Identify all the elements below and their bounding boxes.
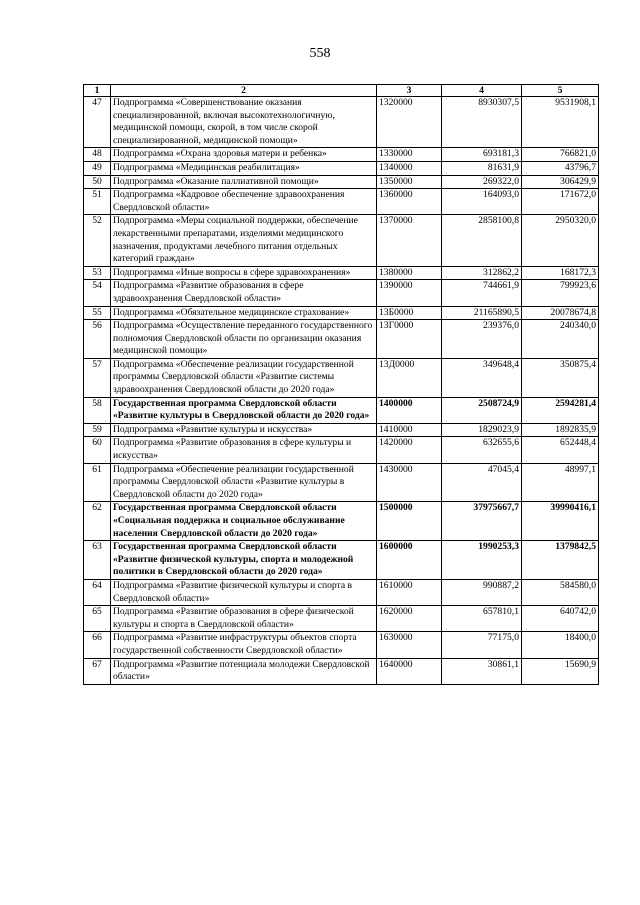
amount-col4-cell: 2508724,9 bbox=[442, 397, 522, 423]
program-name-cell: Подпрограмма «Медицинская реабилитация» bbox=[111, 161, 377, 175]
table-row bbox=[84, 397, 599, 423]
table-row bbox=[84, 189, 599, 215]
page-number: 558 bbox=[309, 46, 331, 61]
column-header: 1 bbox=[84, 85, 111, 97]
table-row bbox=[84, 161, 599, 175]
program-name-cell: Подпрограмма «Обязательное медицинское страхование» bbox=[111, 306, 377, 320]
budget-table bbox=[83, 84, 599, 685]
amount-col4-cell: 744661,9 bbox=[442, 280, 522, 306]
row-number-cell: 63 bbox=[84, 541, 111, 580]
amount-col5-cell: 766821,0 bbox=[522, 148, 599, 162]
amount-col5-cell: 350875,4 bbox=[522, 358, 599, 397]
program-name-cell: Подпрограмма «Развитие инфраструктуры объектов спорта государственной собственности Свердловской области» bbox=[111, 632, 377, 658]
row-number-cell: 62 bbox=[84, 502, 111, 541]
table-row bbox=[84, 215, 599, 266]
program-name-cell: Подпрограмма «Оказание паллиативной помощи» bbox=[111, 175, 377, 189]
amount-col4-cell: 47045,4 bbox=[442, 463, 522, 502]
amount-col5-cell: 168172,3 bbox=[522, 266, 599, 280]
program-code-cell: 13Г0000 bbox=[377, 320, 442, 359]
program-name-cell: Подпрограмма «Развитие культуры и искусства» bbox=[111, 423, 377, 437]
table-row bbox=[84, 306, 599, 320]
program-code-cell: 1600000 bbox=[377, 541, 442, 580]
amount-col5-cell: 306429,9 bbox=[522, 175, 599, 189]
program-code-cell: 1320000 bbox=[377, 97, 442, 148]
program-name-cell: Государственная программа Свердловской области «Развитие физической культуры, спорта и молодежной политики в Свердловской области до 2020 года» bbox=[111, 541, 377, 580]
amount-col5-cell: 2594281,4 bbox=[522, 397, 599, 423]
row-number-cell: 49 bbox=[84, 161, 111, 175]
program-code-cell: 1640000 bbox=[377, 658, 442, 684]
column-header: 5 bbox=[522, 85, 599, 97]
program-code-cell: 1360000 bbox=[377, 189, 442, 215]
amount-col4-cell: 1990253,3 bbox=[442, 541, 522, 580]
program-name-cell: Подпрограмма «Развитие образования в сфере здравоохранения Свердловской области» bbox=[111, 280, 377, 306]
amount-col4-cell: 239376,0 bbox=[442, 320, 522, 359]
program-code-cell: 1370000 bbox=[377, 215, 442, 266]
row-number-cell: 56 bbox=[84, 320, 111, 359]
table-row bbox=[84, 266, 599, 280]
program-code-cell: 1390000 bbox=[377, 280, 442, 306]
amount-col5-cell: 240340,0 bbox=[522, 320, 599, 359]
row-number-cell: 50 bbox=[84, 175, 111, 189]
program-name-cell: Подпрограмма «Совершенствование оказания специализированной, включая высокотехнологичную, медицинской помощи, скорой, в том числе скорой специализированной, медицинской помощи» bbox=[111, 97, 377, 148]
table-row bbox=[84, 320, 599, 359]
program-name-cell: Государственная программа Свердловской области «Социальная поддержка и социальное обслуживание населения Свердловской области до 2020 года» bbox=[111, 502, 377, 541]
program-code-cell: 1330000 bbox=[377, 148, 442, 162]
program-code-cell: 1420000 bbox=[377, 437, 442, 463]
table-row bbox=[84, 280, 599, 306]
row-number-cell: 51 bbox=[84, 189, 111, 215]
amount-col4-cell: 990887,2 bbox=[442, 579, 522, 605]
program-name-cell: Подпрограмма «Меры социальной поддержки, обеспечение лекарственными препаратами, изделиями медицинского назначения, продуктами лечебного питания отдельных категорий граждан» bbox=[111, 215, 377, 266]
amount-col5-cell: 20078674,8 bbox=[522, 306, 599, 320]
amount-col4-cell: 657810,1 bbox=[442, 606, 522, 632]
table-header-row bbox=[84, 85, 599, 97]
program-code-cell: 1610000 bbox=[377, 579, 442, 605]
amount-col4-cell: 312862,2 bbox=[442, 266, 522, 280]
program-name-cell: Подпрограмма «Охрана здоровья матери и ребенка» bbox=[111, 148, 377, 162]
amount-col4-cell: 81631,9 bbox=[442, 161, 522, 175]
table-row bbox=[84, 632, 599, 658]
program-code-cell: 1400000 bbox=[377, 397, 442, 423]
table-row bbox=[84, 658, 599, 684]
column-header: 3 bbox=[377, 85, 442, 97]
row-number-cell: 67 bbox=[84, 658, 111, 684]
table-row bbox=[84, 606, 599, 632]
amount-col5-cell: 652448,4 bbox=[522, 437, 599, 463]
amount-col5-cell: 48997,1 bbox=[522, 463, 599, 502]
program-code-cell: 1380000 bbox=[377, 266, 442, 280]
program-name-cell: Подпрограмма «Кадровое обеспечение здравоохранения Свердловской области» bbox=[111, 189, 377, 215]
amount-col4-cell: 30861,1 bbox=[442, 658, 522, 684]
row-number-cell: 58 bbox=[84, 397, 111, 423]
amount-col4-cell: 2858100,8 bbox=[442, 215, 522, 266]
program-code-cell: 1350000 bbox=[377, 175, 442, 189]
amount-col4-cell: 21165890,5 bbox=[442, 306, 522, 320]
table-row bbox=[84, 579, 599, 605]
program-code-cell: 1500000 bbox=[377, 502, 442, 541]
program-name-cell: Подпрограмма «Развитие потенциала молодежи Свердловской области» bbox=[111, 658, 377, 684]
table-row bbox=[84, 358, 599, 397]
amount-col5-cell: 18400,0 bbox=[522, 632, 599, 658]
amount-col4-cell: 269322,0 bbox=[442, 175, 522, 189]
column-header: 2 bbox=[111, 85, 377, 97]
amount-col4-cell: 693181,3 bbox=[442, 148, 522, 162]
amount-col5-cell: 2950320,0 bbox=[522, 215, 599, 266]
amount-col5-cell: 171672,0 bbox=[522, 189, 599, 215]
amount-col5-cell: 15690,9 bbox=[522, 658, 599, 684]
row-number-cell: 54 bbox=[84, 280, 111, 306]
program-name-cell: Подпрограмма «Развитие образования в сфере физической культуры и спорта в Свердловской области» bbox=[111, 606, 377, 632]
table-row bbox=[84, 423, 599, 437]
row-number-cell: 59 bbox=[84, 423, 111, 437]
amount-col5-cell: 1379842,5 bbox=[522, 541, 599, 580]
program-name-cell: Подпрограмма «Иные вопросы в сфере здравоохранения» bbox=[111, 266, 377, 280]
program-name-cell: Государственная программа Свердловской области «Развитие культуры в Свердловской области до 2020 года» bbox=[111, 397, 377, 423]
program-code-cell: 1410000 bbox=[377, 423, 442, 437]
table-row bbox=[84, 97, 599, 148]
amount-col5-cell: 640742,0 bbox=[522, 606, 599, 632]
row-number-cell: 53 bbox=[84, 266, 111, 280]
program-code-cell: 1620000 bbox=[377, 606, 442, 632]
program-code-cell: 1630000 bbox=[377, 632, 442, 658]
table-row bbox=[84, 175, 599, 189]
amount-col5-cell: 43796,7 bbox=[522, 161, 599, 175]
amount-col5-cell: 1892835,9 bbox=[522, 423, 599, 437]
program-name-cell: Подпрограмма «Развитие физической культуры и спорта в Свердловской области» bbox=[111, 579, 377, 605]
row-number-cell: 65 bbox=[84, 606, 111, 632]
amount-col5-cell: 39990416,1 bbox=[522, 502, 599, 541]
program-code-cell: 1430000 bbox=[377, 463, 442, 502]
column-header: 4 bbox=[442, 85, 522, 97]
amount-col4-cell: 1829023,9 bbox=[442, 423, 522, 437]
program-name-cell: Подпрограмма «Обеспечение реализации государственной программы Свердловской области «Развитие системы здравоохранения Свердловской области до 2020 года» bbox=[111, 358, 377, 397]
row-number-cell: 60 bbox=[84, 437, 111, 463]
table-row bbox=[84, 463, 599, 502]
table-row bbox=[84, 148, 599, 162]
row-number-cell: 66 bbox=[84, 632, 111, 658]
program-code-cell: 1340000 bbox=[377, 161, 442, 175]
amount-col4-cell: 349648,4 bbox=[442, 358, 522, 397]
program-code-cell: 13Д0000 bbox=[377, 358, 442, 397]
table-row bbox=[84, 541, 599, 580]
amount-col5-cell: 584580,0 bbox=[522, 579, 599, 605]
amount-col4-cell: 77175,0 bbox=[442, 632, 522, 658]
amount-col5-cell: 799923,6 bbox=[522, 280, 599, 306]
table-row bbox=[84, 502, 599, 541]
program-code-cell: 13Б0000 bbox=[377, 306, 442, 320]
amount-col4-cell: 37975667,7 bbox=[442, 502, 522, 541]
program-name-cell: Подпрограмма «Обеспечение реализации государственной программы Свердловской области «Развитие культуры в Свердловской области до 2020 года» bbox=[111, 463, 377, 502]
row-number-cell: 55 bbox=[84, 306, 111, 320]
row-number-cell: 64 bbox=[84, 579, 111, 605]
amount-col4-cell: 632655,6 bbox=[442, 437, 522, 463]
program-name-cell: Подпрограмма «Осуществление переданного государственного полномочия Свердловской области по организации оказания медицинской помощи» bbox=[111, 320, 377, 359]
row-number-cell: 48 bbox=[84, 148, 111, 162]
row-number-cell: 52 bbox=[84, 215, 111, 266]
amount-col4-cell: 164093,0 bbox=[442, 189, 522, 215]
amount-col4-cell: 8930307,5 bbox=[442, 97, 522, 148]
row-number-cell: 57 bbox=[84, 358, 111, 397]
program-name-cell: Подпрограмма «Развитие образования в сфере культуры и искусства» bbox=[111, 437, 377, 463]
table-row bbox=[84, 437, 599, 463]
table-body bbox=[84, 97, 599, 685]
amount-col5-cell: 9531908,1 bbox=[522, 97, 599, 148]
row-number-cell: 61 bbox=[84, 463, 111, 502]
row-number-cell: 47 bbox=[84, 97, 111, 148]
